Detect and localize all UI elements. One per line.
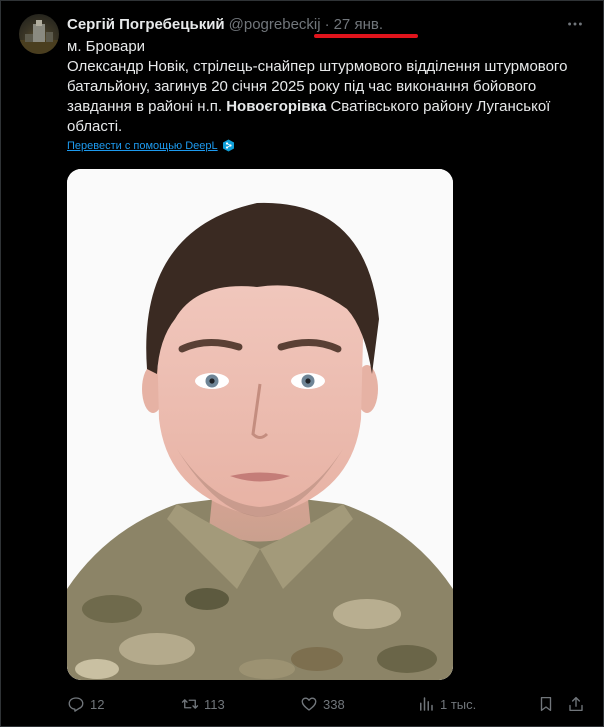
retweet-button[interactable] [181, 693, 225, 715]
deepl-icon [222, 139, 235, 152]
reply-count: 12 [90, 696, 105, 712]
like-count: 338 [323, 696, 345, 712]
tweet-body [67, 57, 577, 137]
tweet-header [67, 14, 383, 34]
tweet-location-line: м. Бровари [67, 38, 146, 55]
more-icon[interactable] [565, 14, 585, 34]
separator-dot: · [324, 15, 330, 33]
translate-link[interactable] [67, 139, 235, 152]
views-icon [417, 695, 435, 713]
tweet-date[interactable]: 27 янв. [333, 15, 383, 33]
like-icon [300, 695, 318, 713]
retweet-icon [181, 695, 199, 713]
tweet-body-part2: Сватівського району Луганської області. [67, 98, 551, 135]
author-name[interactable]: Сергій Погребецький [67, 15, 225, 33]
tweet-photo[interactable] [67, 169, 453, 680]
share-icon [567, 695, 585, 713]
translate-link-label[interactable]: Перевести с помощью DeepL [67, 139, 218, 152]
tweet-place-bold: Новоєгорівка [226, 98, 327, 115]
avatar[interactable] [19, 14, 59, 54]
retweet-count: 113 [204, 696, 225, 712]
author-handle[interactable]: @pogrebeckij [228, 15, 321, 33]
bookmark-button[interactable] [537, 693, 555, 715]
reply-button[interactable] [67, 693, 104, 715]
like-button[interactable] [300, 693, 345, 715]
share-button[interactable] [567, 693, 585, 715]
views-count: 1 тыс. [440, 696, 477, 712]
tweet-body-part1: Олександр Новік, стрілець-снайпер штурмового відділення штурмового батальйону, загинув 20 січня 2025 року під час виконання бойового завдання в районі н.п. [67, 58, 568, 115]
reply-icon [67, 695, 85, 713]
action-bar [67, 693, 587, 715]
tweet-text [67, 37, 577, 137]
views-button[interactable] [417, 693, 476, 715]
bookmark-icon [537, 695, 555, 713]
